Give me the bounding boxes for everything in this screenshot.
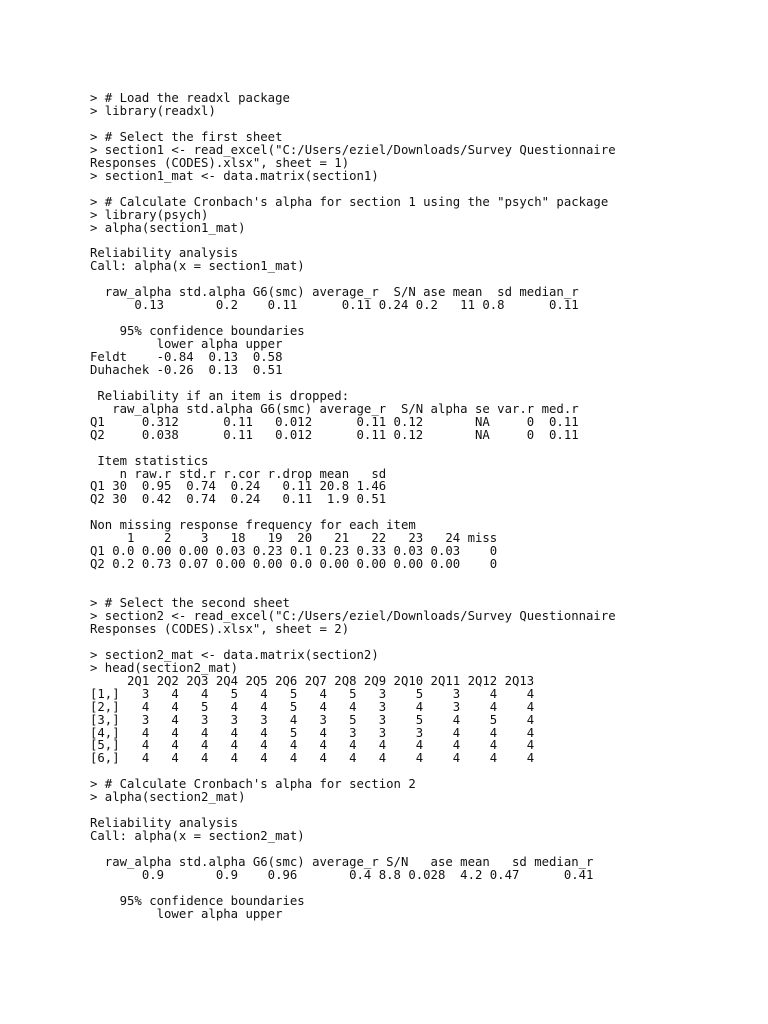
console-line: Feldt -0.84 0.13 0.58 [90, 349, 283, 364]
console-line [90, 571, 750, 584]
console-line: [5,] 4 4 4 4 4 4 4 4 4 4 4 4 4 [90, 738, 535, 753]
console-line: > alpha(section1_mat) [90, 220, 246, 235]
console-line: > library(readxl) [90, 103, 216, 118]
console-line: [1,] 3 4 4 5 4 5 4 5 3 5 3 4 4 [90, 686, 535, 701]
console-line: Reliability analysis [90, 816, 239, 831]
console-line: [2,] 4 4 5 4 4 5 4 4 3 4 3 4 4 [90, 699, 535, 714]
console-line: 1 2 3 18 19 20 21 22 23 24 miss [90, 531, 498, 546]
console-line: Call: alpha(x = section2_mat) [90, 829, 305, 844]
console-line: 0.9 0.9 0.96 0.4 8.8 0.028 4.2 0.47 0.41 [90, 867, 594, 882]
console-line: > # Load the readxl package [90, 91, 290, 105]
console-line: Q2 30 0.42 0.74 0.24 0.11 1.9 0.51 [90, 492, 387, 507]
console-line [90, 636, 750, 649]
console-line: > section2 <- read_excel("C:/Users/eziel/Downloads/Survey Questionnaire [90, 608, 616, 623]
console-line: raw_alpha std.alpha G6(smc) average_r S/N alpha se var.r med.r [90, 401, 579, 416]
console-line: Reliability if an item is dropped: [90, 388, 350, 403]
console-line: n raw.r std.r r.cor r.drop mean sd [90, 466, 387, 481]
console-line: Responses (CODES).xlsx", sheet = 1) [90, 155, 350, 170]
console-line: > section1_mat <- data.matrix(section1) [90, 168, 379, 183]
console-line: > # Calculate Cronbach's alpha for section 1 using the "psych" package [90, 194, 609, 209]
console-line: lower alpha upper [90, 337, 283, 352]
console-line: > # Calculate Cronbach's alpha for section 2 [90, 777, 416, 792]
console-line: 95% confidence boundaries [90, 324, 305, 339]
console-line: [4,] 4 4 4 4 4 5 4 3 3 3 4 4 4 [90, 725, 535, 740]
console-line: [3,] 3 4 3 3 3 4 3 5 3 5 4 5 4 [90, 712, 535, 727]
console-line: > alpha(section2_mat) [90, 790, 246, 805]
console-line: > head(section2_mat) [90, 660, 239, 675]
console-line: Duhachek -0.26 0.13 0.51 [90, 362, 283, 377]
console-line: Call: alpha(x = section1_mat) [90, 259, 305, 274]
console-line: > library(psych) [90, 207, 209, 222]
console-line: > # Select the second sheet [90, 596, 290, 611]
console-line: Q1 30 0.95 0.74 0.24 0.11 20.8 1.46 [90, 479, 387, 494]
console-line [90, 882, 750, 895]
console-line: [6,] 4 4 4 4 4 4 4 4 4 4 4 4 4 [90, 751, 535, 766]
console-line: Responses (CODES).xlsx", sheet = 2) [90, 621, 350, 636]
console-line [90, 442, 750, 455]
console-line: Q2 0.2 0.73 0.07 0.00 0.00 0.0 0.00 0.00 0.00 0.00 0 [90, 557, 498, 572]
r-console-output [90, 92, 750, 921]
console-line: > section1 <- read_excel("C:/Users/eziel/Downloads/Survey Questionnaire [90, 142, 616, 157]
console-line [90, 118, 750, 131]
console-line: raw_alpha std.alpha G6(smc) average_r S/N ase mean sd median_r [90, 285, 579, 300]
console-line: > # Select the first sheet [90, 129, 283, 144]
console-line: Q1 0.312 0.11 0.012 0.11 0.12 NA 0 0.11 [90, 414, 579, 429]
console-line: 0.13 0.2 0.11 0.11 0.24 0.2 11 0.8 0.11 [90, 298, 579, 313]
console-line: > section2_mat <- data.matrix(section2) [90, 647, 379, 662]
console-line: raw_alpha std.alpha G6(smc) average_r S/N ase mean sd median_r [90, 855, 594, 870]
console-line: 95% confidence boundaries [90, 893, 305, 908]
console-line: lower alpha upper [90, 906, 283, 921]
console-line: Reliability analysis [90, 246, 239, 261]
console-line: Item statistics [90, 453, 209, 468]
console-line: Q2 0.038 0.11 0.012 0.11 0.12 NA 0 0.11 [90, 427, 579, 442]
console-line: Q1 0.0 0.00 0.00 0.03 0.23 0.1 0.23 0.33 0.03 0.03 0 [90, 544, 498, 559]
console-line [90, 377, 750, 390]
console-line: 2Q1 2Q2 2Q3 2Q4 2Q5 2Q6 2Q7 2Q8 2Q9 2Q10 2Q11 2Q12 2Q13 [90, 673, 535, 688]
console-line [90, 183, 750, 196]
console-line: Non missing response frequency for each item [90, 518, 416, 533]
